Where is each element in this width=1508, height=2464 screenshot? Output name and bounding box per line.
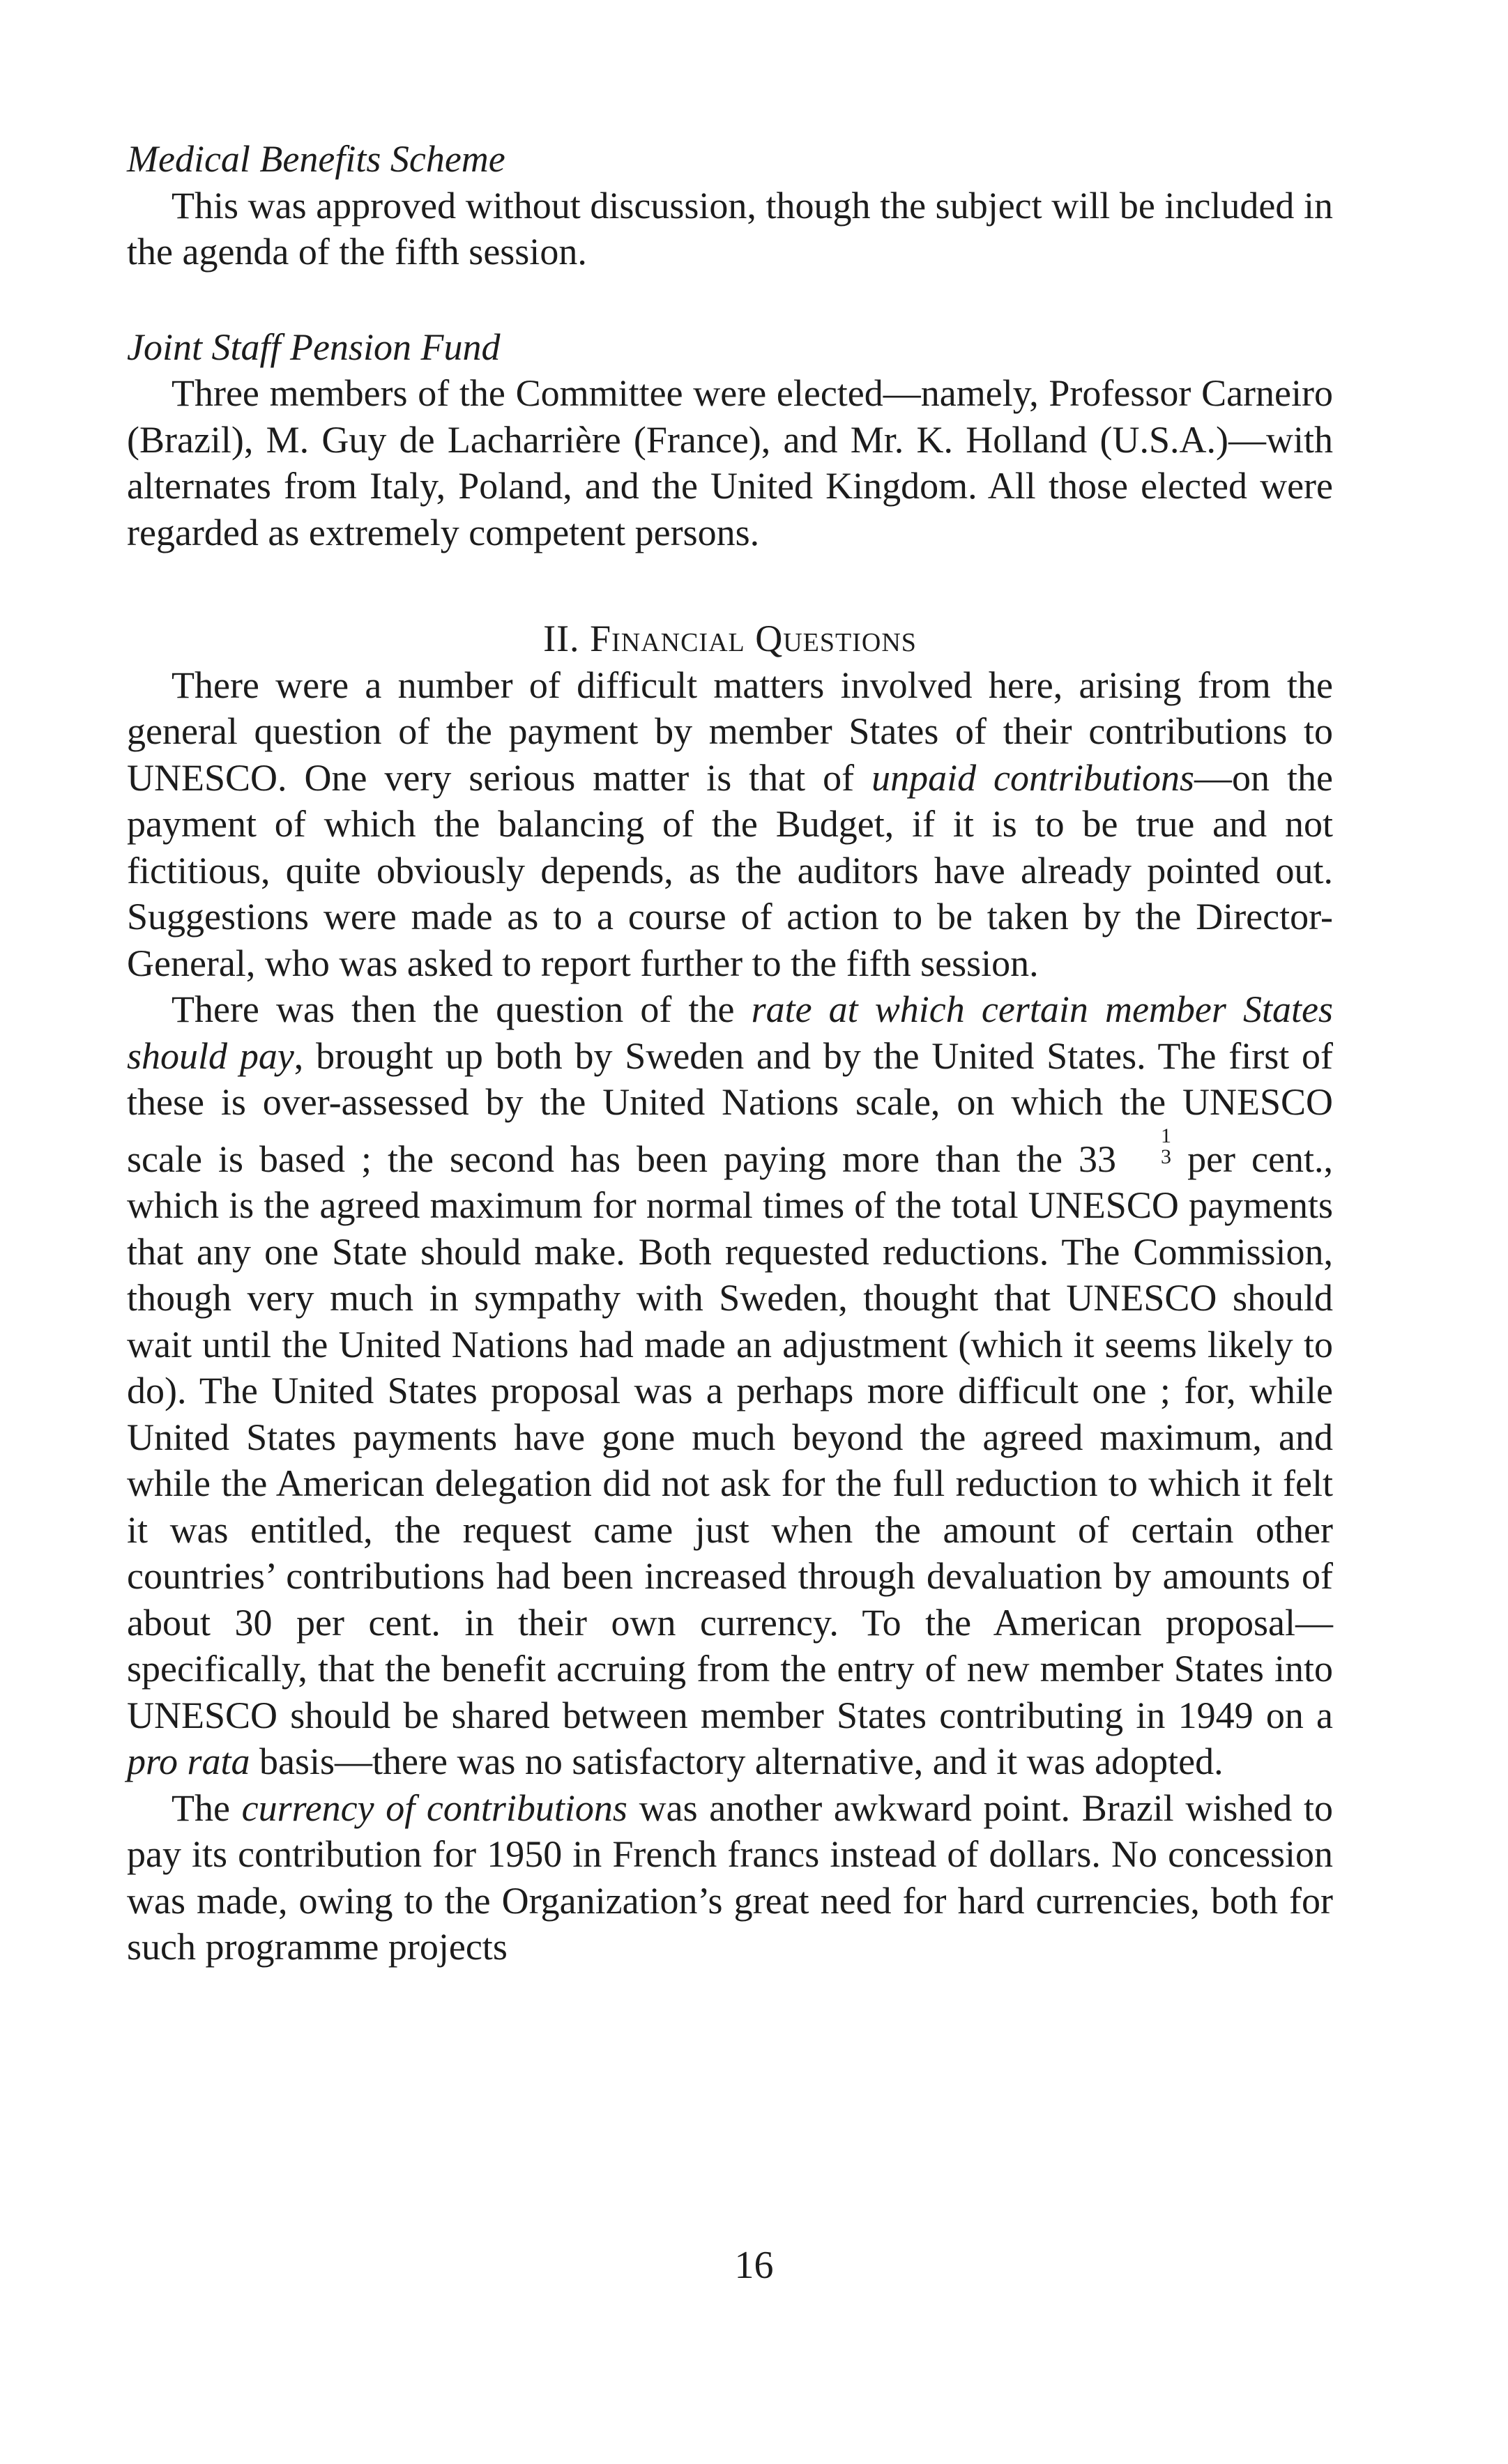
paragraph-currency-of-contributions [127,1785,1333,1971]
paragraph-unpaid-contributions [127,662,1333,987]
text-run: per cent., which is the agreed maximum for normal times of the total UNESCO payments that any one State should make. Both requested reductions. The Commission, though very much in sympathy with Sweden, thought that UNESCO should wait until the United Nations had made an adjustment (which it seems likely to do). The United States proposal was a perhaps more difficult one ; for, while United States payments have gone much beyond the agreed maximum, and while the American delegation did not ask for the full reduction to which it felt it was entitled, the request came just when the amount of certain other countries’ contributions had been increased through devaluation by amounts of about 30 per cent. in their own currency. To the American proposal—specifically, that the benefit accruing from the entry of new member States into UNESCO should be shared between member States contributing in 1949 on a [127,1138,1333,1736]
emphasis-rate-of-payment: rate at which certain member States should pay [127,988,1333,1077]
spacer [127,556,1333,615]
text-run: basis—there was no satisfactory alternative, and it was adopted. [250,1740,1224,1782]
page-body [127,136,1333,1971]
text-run: —on the payment of which the balancing of the Budget, if it is to be true and not fictitious, quite obviously depends, as the auditors have already pointed out. Suggestions were made as to a course of action to be taken by the Director-General, who was asked to report further to the fifth session. [127,756,1333,984]
heading-pension-fund: Joint Staff Pension Fund [127,326,501,368]
emphasis-currency-of-contributions: currency of contributions [241,1786,627,1829]
fraction-denominator: 3 [1161,1145,1172,1168]
text-run: There was then the question of the [172,988,752,1030]
emphasis-unpaid-contributions: unpaid contributions [871,756,1195,799]
paragraph-pension-fund: Three members of the Committee were elected—namely, Professor Carneiro (Brazil), M. Guy de Lacharrière (France), and Mr. K. Holland (U.S.A.)—with alternates from Italy, Poland, and the United Kingdom. All those elected were regarded as extremely competent persons. [127,372,1333,553]
text-run: , brought up both by Sweden and by the United States. The first of these is over-assessed by the United Nations scale, on which the UNESCO scale is based ; the second has been paying more than the 33 [127,1034,1333,1180]
heading-medical-benefits: Medical Benefits Scheme [127,138,505,180]
section-title-financial [127,615,1333,662]
page-number: 16 [734,2244,774,2287]
fraction-one-third [1116,1126,1171,1168]
paragraph-rate-of-payment [127,986,1333,1785]
text-run: was another awkward point. Brazil wished to pay its contribution for 1950 in French francs instead of dollars. No concession was made, owing to the Organization’s great need for hard currencies, both for such programme projects [127,1786,1333,1968]
emphasis-pro-rata: pro rata [127,1740,250,1782]
paragraph-medical-benefits: This was approved without discussion, though the subject will be included in the agenda of the fifth session. [127,184,1333,273]
fraction-numerator: 1 [1161,1124,1172,1147]
section-numeral: II. [543,618,580,659]
spacer [127,275,1333,324]
text-run: The [172,1786,242,1829]
section-title-text: Financial Questions [590,618,917,659]
text-run: There were a number of difficult matters involved here, arising from the general question of the payment by member States of their contributions to UNESCO. One very serious matter is that of [127,664,1333,799]
